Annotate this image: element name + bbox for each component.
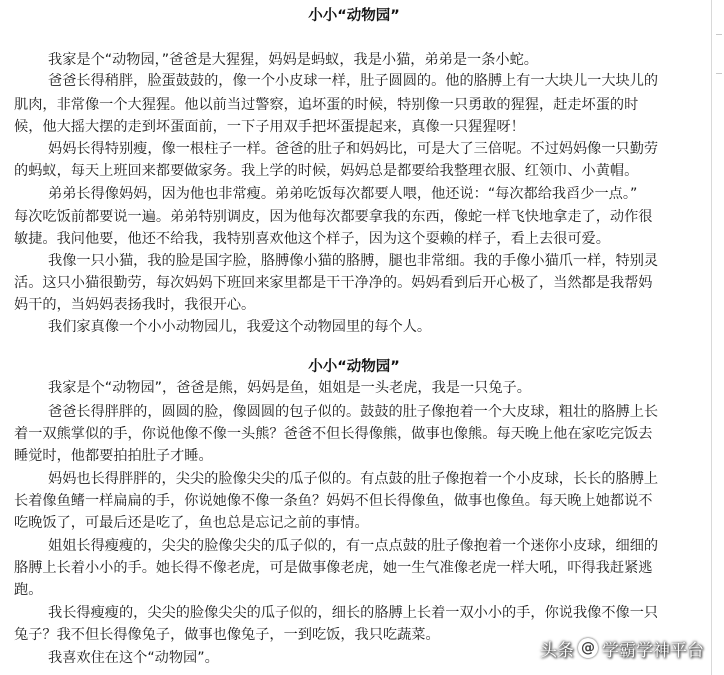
gutter-tick: [716, 73, 722, 74]
essay-2-line: 睡觉时，他都要拍拍肚子才睡。: [14, 448, 213, 464]
essay-2-line: 长着像鱼鳍一样扁扁的手，你说她像不像一条鱼？妈妈不但长得像鱼，做事也像鱼。每天晚上她都说不: [14, 493, 653, 509]
essay-2-line: 兔子？我不但长得像兔子，做事也像兔子，一到吃饭，我只吃蔬菜。: [14, 627, 440, 643]
essay-1-line: 妈妈长得特别瘦，像一根柱子一样。爸爸的肚子和妈妈比，可是大了三倍呢。不过妈妈像一只勤劳: [48, 141, 659, 157]
watermark-prefix: 头条: [540, 640, 574, 661]
essay-1-line: 肌肉，非常像一个大猩猩。他以前当过警察，追坏蛋的时候，特别像一只勇敢的猩猩，赶走坏蛋的时: [14, 97, 639, 113]
essay-2-line: 我家是个“动物园”，爸爸是熊，妈妈是鱼，姐姐是一头老虎，我是一只兔子。: [48, 380, 531, 396]
essay-1-title: 小小“动物园”: [308, 8, 400, 24]
essay-1-line: 活。这只小猫很勤劳，每次妈妈下班回来家里都是干干净净的。妈妈看到后开心极了，当然都是我帮妈: [14, 275, 653, 291]
essay-1-line: 爸爸长得稍胖，脸蛋鼓鼓的，像一个小皮球一样，肚子圆圆的。他的胳膊上有一大块儿一大块儿的: [48, 73, 659, 89]
watermark-name: 学霸学神平台: [602, 640, 704, 661]
essay-1-line: 候，他大摇大摆的走到坏蛋面前，一下子用双手把坏蛋提起来，真像一只猩猩呀！: [14, 119, 525, 135]
essay-1-line: 的蚂蚁，每天上班回来都要做家务。我上学的时候，妈妈总是都要给我整理衣服、红领巾、小黄帽。: [14, 163, 639, 179]
essay-1-line: 我们家真像一个小小动物园儿，我爱这个动物园里的每个人。: [48, 319, 432, 335]
essay-1-line: 我家是个“动物园，”爸爸是大猩猩，妈妈是蚂蚁，我是小猫，弟弟是一条小蛇。: [48, 52, 538, 68]
essay-2-line: 胳膊上长着小小的手。她长得不像老虎，可是做事像老虎，她一生气准像老虎一样大吼，吓得我赶紧逃: [14, 560, 653, 576]
essay-2-line: 着一双熊掌似的手，你说他像不像一头熊？爸爸不但长得像熊，做事也像熊。每天晚上他在家吃完饭去: [14, 426, 653, 442]
essay-2-line: 吃晚饭了，可最后还是吃了，鱼也总是忘记之前的事情。: [14, 515, 369, 531]
essay-2-line: 跑。: [14, 582, 43, 598]
essay-2-line: 姐姐长得瘦瘦的，尖尖的脸像尖尖的瓜子似的，有一点点鼓的肚子像抱着一个迷你小皮球，细细的: [48, 538, 659, 554]
essay-2-line: 妈妈也长得胖胖的，尖尖的脸像尖尖的瓜子似的。有点鼓的肚子像抱着一个小皮球，长长的胳膊上: [48, 471, 659, 487]
at-icon: @: [578, 638, 598, 658]
gutter-tick: [716, 34, 722, 35]
essay-1-line: 敏捷。我问他要，他还不给我，我特别喜欢他这个样子，因为这个耍赖的样子，看上去很可爱。: [14, 231, 610, 247]
essay-2-title: 小小“动物园”: [308, 359, 400, 375]
essay-1-line: 弟弟长得像妈妈，因为他也非常瘦。弟弟吃饭每次都要人喂，他还说：“每次都给我舀少一点。”: [48, 186, 638, 202]
watermark: [540, 634, 704, 662]
essay-1-line: 每次吃饭前都要说一遍。弟弟特别调皮，因为他每次都要拿我的东西，像蛇一样飞快地拿走了，动作很: [14, 209, 653, 225]
essay-2-line: 我喜欢住在这个“动物园”。: [48, 650, 219, 666]
essay-1-line: 我像一只小猫，我的脸是国字脸，胳膊像小猫的胳膊，腿也非常细。我的手像小猫爪一样，特别灵: [48, 253, 659, 269]
essay-1-line: 妈干的，当妈妈表扬我时，我很开心。: [14, 297, 256, 313]
essay-2-line: 我长得瘦瘦的，尖尖的脸像尖尖的瓜子似的，细长的胳膊上长着一双小小的手，你说我像不像一只: [48, 605, 659, 621]
essay-2-line: 爸爸长得胖胖的，圆圆的脸，像圆圆的包子似的。鼓鼓的肚子像抱着一个大皮球，粗壮的胳膊上长: [48, 404, 659, 420]
scrollbar-gutter[interactable]: [712, 0, 724, 675]
